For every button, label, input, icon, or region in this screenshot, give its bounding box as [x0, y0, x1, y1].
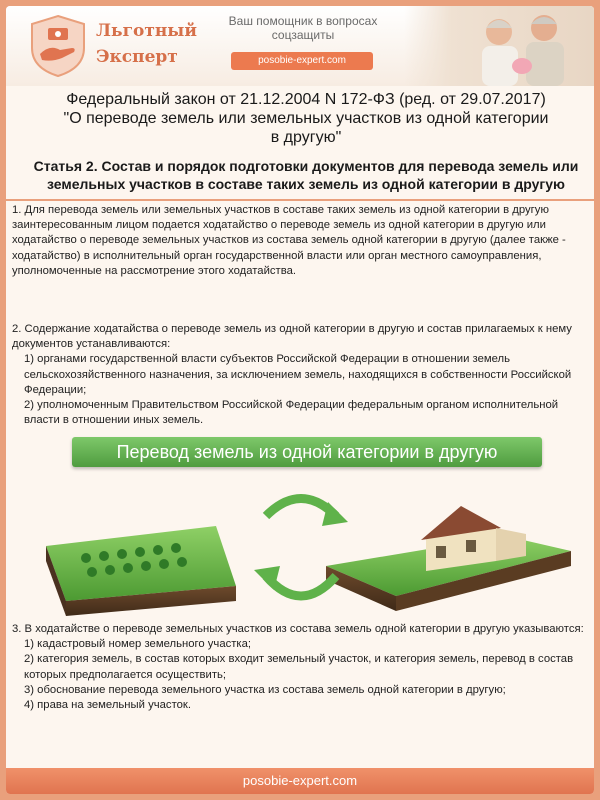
divider: [6, 199, 594, 201]
tagline: Ваш помощник в вопросах соцзащиты: [228, 14, 378, 42]
hand-money-logo-icon: [28, 14, 88, 78]
topic-banner: Перевод земель из одной категории в другую: [72, 437, 542, 467]
paragraph-3-item-4: 4) права на земельный участок.: [24, 699, 191, 712]
paragraph-2-item-1: 1) органами государственной власти субъектов Российской Федерации в отношении земель сельскохозяйственного назначения, за исключением земель, находящихся в собственности Российской Федерации;: [24, 353, 572, 396]
law-title-line-1: Федеральный закон от 21.12.2004 N 172-ФЗ (ред. от 29.07.2017): [66, 91, 546, 108]
paragraph-2: [12, 322, 590, 428]
paragraph-3: [12, 622, 590, 713]
paragraph-1: 1. Для перевода земель или земельных участков в составе таких земель из одной категории в другую заинтересованным лицом подается ходатайство о переводе земель из одной категории в другую или ходатайство о переводе земельных участков из состава земель одной категории в другую (далее также - ходатайство) в исполнительный орган государственной власти или орган местного самоуправления, уполномоченные на рассмотрение этого ходатайства.: [12, 204, 566, 277]
elderly-couple-photo: [404, 6, 594, 86]
law-title-line-2: "О переводе земель или земельных участков из одной категории: [63, 110, 549, 127]
paragraph-3-item-3: 3) обоснование перевода земельного участка из состава земель одной категории в другую;: [24, 683, 506, 696]
article-title-line-2: земельных участков в составе таких земель из одной категории в другую: [47, 176, 565, 192]
law-title: [26, 90, 586, 147]
brand-name: [96, 18, 197, 70]
brand-line-1: Льготный: [96, 21, 197, 41]
header-url-link[interactable]: posobie-expert.com: [231, 52, 373, 70]
paragraph-3-item-2: 2) категория земель, в состав которых входит земельный участок, и категория земель, перевод в состав которых предполагается осуществить;: [24, 653, 574, 681]
page-frame: [6, 6, 594, 794]
paragraph-2-item-2: 2) уполномоченным Правительством Российской Федерации федеральным органом исполнительной власти в отношении иных земель.: [24, 399, 559, 427]
article-title: [26, 157, 586, 193]
paragraph-3-intro: 3. В ходатайстве о переводе земельных участков из состава земель одной категории в другую указываются:: [12, 623, 584, 635]
land-conversion-illustration: [26, 476, 586, 626]
paragraph-3-item-1: 1) кадастровый номер земельного участка;: [24, 638, 252, 651]
site-header: [6, 6, 594, 86]
paragraph-2-intro: 2. Содержание ходатайства о переводе земель из одной категории в другую и состав прилагаемых к нему документов устанавливаются:: [12, 323, 572, 351]
brand-line-2: Эксперт: [96, 47, 178, 67]
article-title-line-1: Статья 2. Состав и порядок подготовки документов для перевода земель или: [33, 158, 579, 174]
law-title-line-3: в другую": [270, 129, 342, 146]
footer-url-link[interactable]: posobie-expert.com: [6, 768, 594, 794]
